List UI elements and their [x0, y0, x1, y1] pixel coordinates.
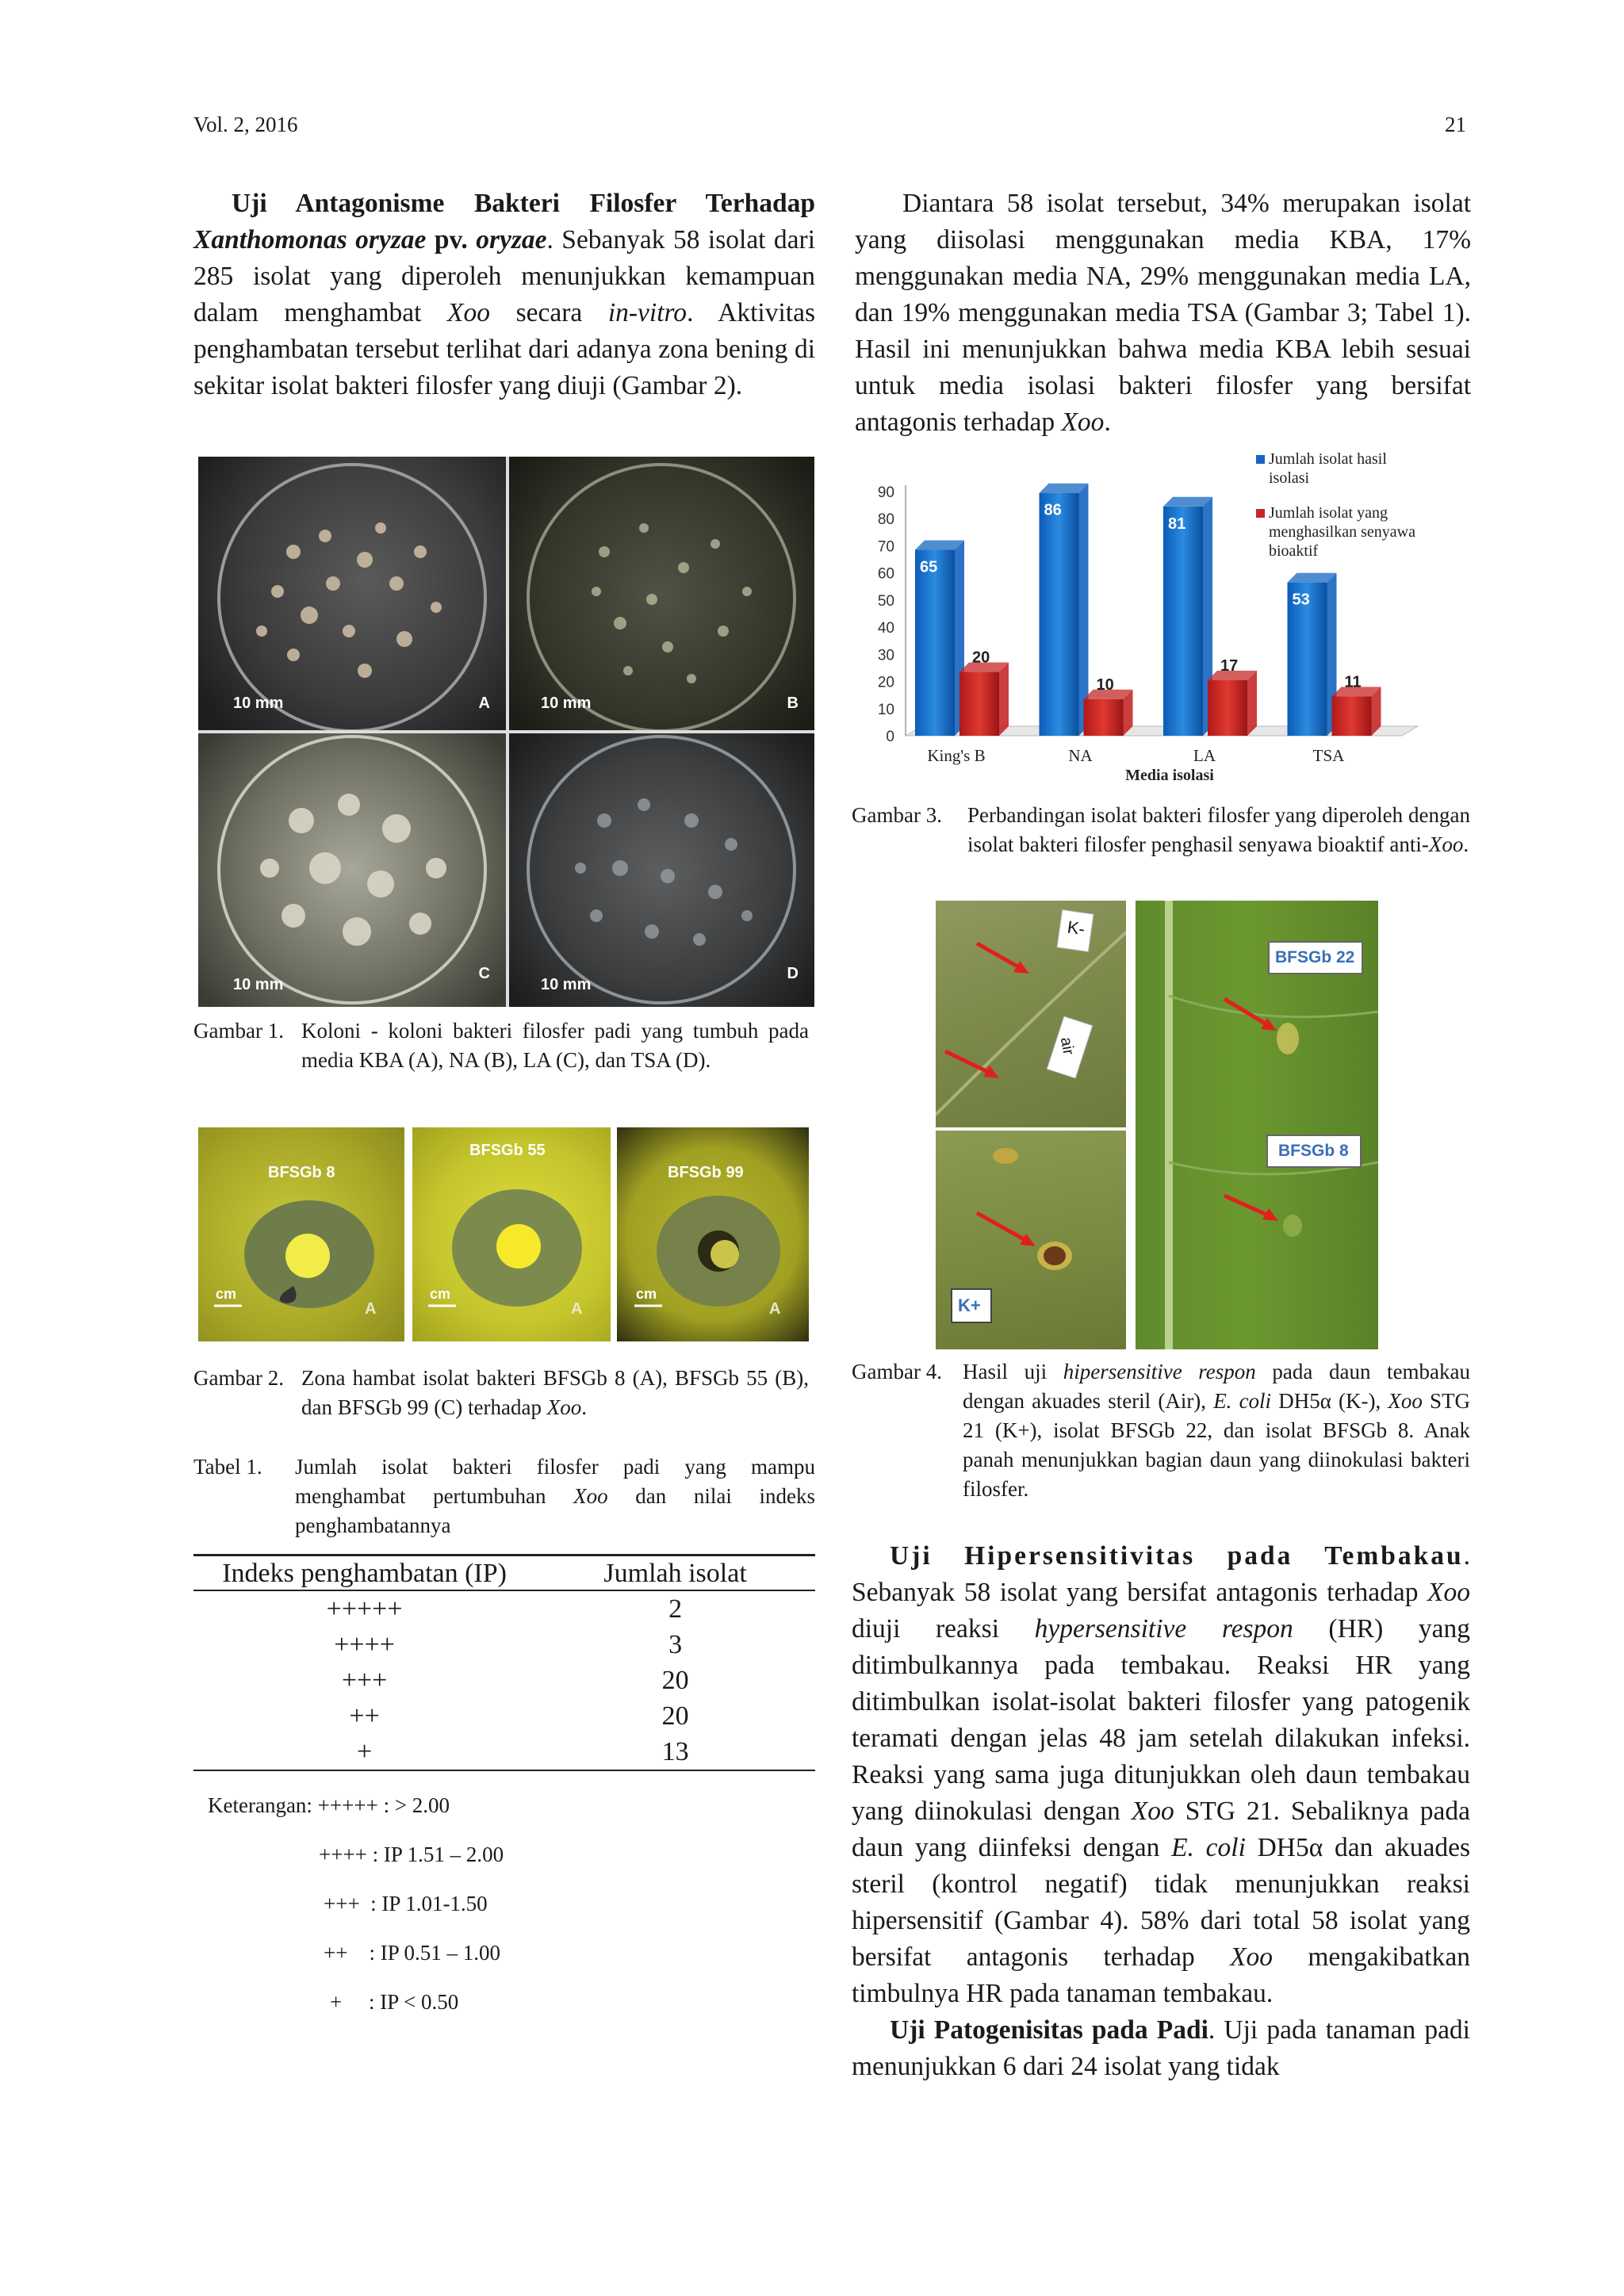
- inhibition-panel-bfsgb99: [617, 1127, 809, 1341]
- inhibition-panel-bfsgb55: [412, 1127, 611, 1341]
- petri-dish-b-drawing: [509, 457, 814, 730]
- legend-label: Jumlah isolat hasil isolasi: [1269, 450, 1387, 487]
- petri-panel-a: [198, 457, 506, 730]
- scale-label: cm: [430, 1286, 451, 1302]
- x-tick-label: LA: [1193, 746, 1216, 765]
- y-tick-label: 60: [877, 565, 894, 583]
- panel-letter-a: A: [478, 695, 490, 712]
- inhibition-index-table: [193, 1554, 815, 1771]
- figure-2-caption: Gambar 2. Zona hambat isolat bakteri BFSGb 8 (A), BFSGb 55 (B), dan BFSGb 99 (C) terhadap Xoo.: [193, 1366, 809, 1419]
- scale-label: 10 mm: [233, 695, 284, 712]
- petri-panel-b: [509, 457, 814, 730]
- table-note: Keterangan: +++++ : > 2.00: [208, 1793, 450, 1817]
- data-label: 17: [1220, 656, 1239, 675]
- isolate-label: BFSGb 99: [668, 1164, 744, 1181]
- column-header: Jumlah isolat: [535, 1556, 815, 1591]
- x-tick-label: King's B: [927, 746, 986, 765]
- label-bfsgb8: BFSGb 8: [1278, 1142, 1349, 1160]
- header-volume: Vol. 2, 2016: [193, 113, 298, 136]
- table-note: ++++ : IP 1.51 – 2.00: [319, 1843, 504, 1866]
- table-1: [193, 1554, 815, 1771]
- y-tick-label: 10: [877, 701, 894, 718]
- header-page-number: 21: [1445, 113, 1466, 136]
- y-tick-label: 70: [877, 538, 894, 556]
- bar: [1332, 696, 1372, 736]
- table-note: ++ : IP 0.51 – 1.00: [324, 1941, 500, 1965]
- figure-1-caption: Gambar 1. Koloni - koloni bakteri filosfer padi yang tumbuh pada media KBA (A), NA (B), LA (C), dan TSA (D).: [193, 1019, 809, 1072]
- leaf-drawing: [936, 901, 1126, 1127]
- hypersensitivity-paragraph: Uji Hipersensitivitas pada Tembakau. Sebanyak 58 isolat yang bersifat antagonis terhadap Xoo diuji reaksi hypersensitive respon (HR) yang ditimbulkannya pada tembakau. Reaksi HR yang ditimbulkan isolat-isolat bakteri filosfer yang patogenik teramati dengan jelas 48 jam setelah dilakukan infeksi. Reaksi yang sama juga ditunjukkan oleh daun tembakau yang diinokulasi dengan Xoo STG 21. Sebaliknya pada daun yang diinfeksi dengan E. coli DH5α dan akuades steril (kontrol negatif) tidak menunjukkan reaksi hipersensitif (Gambar 4). 58% dari total 58 isolat yang bersifat antagonis terhadap Xoo mengakibatkan timbulnya HR pada tanaman tembakau. Uji Patogenisitas pada Padi. Uji pada tanaman padi menunjukkan 6 dari 24 isolat yang tidak: [852, 1541, 1470, 2081]
- figure-1-petri-photos: [198, 457, 814, 1007]
- panel-letter: A: [571, 1300, 583, 1318]
- bar: [1163, 507, 1203, 736]
- table-row: +++++ 2: [326, 1594, 683, 1624]
- table-note: + : IP < 0.50: [330, 1990, 459, 2014]
- table-note: +++ : IP 1.01-1.50: [324, 1892, 488, 1915]
- bar: [1040, 493, 1079, 736]
- panel-letter-d: D: [787, 965, 799, 982]
- label-kplus: K+: [958, 1295, 981, 1315]
- legend-swatch: [1256, 509, 1265, 518]
- table-row: + 13: [193, 1734, 815, 1770]
- data-label: 53: [1292, 591, 1310, 609]
- leaf-drawing: [1136, 901, 1378, 1349]
- petri-panel-c: [198, 733, 506, 1007]
- bar-side: [1247, 671, 1257, 736]
- scale-label: cm: [636, 1286, 657, 1302]
- data-label: 11: [1344, 673, 1362, 691]
- section-heading: Uji Antagonisme Bakteri Filosfer Terhadap Xanthomonas oryzae pv. oryzae: [193, 189, 815, 254]
- table-row: +++ 20: [341, 1666, 689, 1695]
- legend-swatch: [1256, 455, 1265, 464]
- isolate-label: BFSGb 8: [268, 1164, 335, 1181]
- x-tick-label: TSA: [1312, 746, 1345, 765]
- leaf-panel-isolates: [1136, 901, 1378, 1349]
- leaf-panel-negative-controls: [936, 901, 1126, 1127]
- antagonism-paragraph: Uji Antagonisme Bakteri Filosfer Terhadap Xanthomonas oryzae pv. oryzae. Sebanyak 58 isolat dari 285 isolat yang diperoleh menunjukkan kemampuan dalam menghambat Xoo secara in-vitro. Aktivitas penghambatan tersebut terlihat dari adanya zona bening di sekitar isolat bakteri filosfer yang diuji (Gambar 2).: [193, 189, 816, 400]
- inhibition-panel-bfsgb8: [198, 1127, 404, 1341]
- panel-letter: A: [769, 1300, 781, 1318]
- figure-3-bar-chart: [855, 441, 1481, 793]
- y-tick-label: 20: [877, 674, 894, 691]
- data-label: 86: [1044, 501, 1062, 519]
- figure-4-leaf-photos: [936, 901, 1378, 1349]
- bar: [959, 672, 999, 736]
- label-air: air: [1056, 1035, 1078, 1057]
- x-tick-label: NA: [1068, 746, 1093, 765]
- y-tick-label: 30: [877, 647, 894, 664]
- y-tick-label: 50: [877, 592, 894, 610]
- panel-letter-b: B: [787, 695, 799, 712]
- bar: [915, 550, 955, 736]
- leaf-drawing: [936, 1131, 1126, 1349]
- section-heading: Uji Patogenisitas pada Padi: [890, 2015, 1208, 2045]
- column-header: Indeks penghambatan (IP): [193, 1556, 535, 1591]
- table-row: ++++ 3: [334, 1630, 683, 1659]
- label-kminus: K-: [1066, 916, 1086, 939]
- bar-side: [999, 663, 1009, 736]
- scale-label: 10 mm: [541, 695, 592, 712]
- y-tick-label: 90: [877, 484, 894, 501]
- y-tick-label: 80: [877, 511, 894, 529]
- scale-label: cm: [216, 1286, 237, 1302]
- bar: [1208, 680, 1247, 736]
- chart-legend: [1256, 450, 1415, 560]
- isolate-label: BFSGb 55: [469, 1142, 546, 1159]
- legend-label: Jumlah isolat yang menghasilkan senyawa bioaktif: [1269, 504, 1415, 560]
- data-label: 81: [1168, 515, 1186, 533]
- table-row: ++ 20: [349, 1701, 689, 1731]
- y-tick-label: 40: [877, 620, 894, 637]
- bar: [1084, 699, 1124, 736]
- y-tick-label: 0: [886, 729, 894, 745]
- panel-letter-c: C: [478, 965, 490, 982]
- leaf-panel-positive-control: [936, 1131, 1126, 1349]
- data-label: 65: [920, 558, 938, 576]
- media-paragraph: Diantara 58 isolat tersebut, 34% merupakan isolat yang diisolasi menggunakan media KBA, 17% menggunakan media NA, 29% menggunakan media LA, dan 19% menggunakan media TSA (Gambar 3; Tabel 1). Hasil ini menunjukkan bahwa media KBA lebih sesuai untuk media isolasi bakteri filosfer yang bersifat antagonis terhadap Xoo.: [855, 189, 1471, 437]
- table-1-caption: Tabel 1. Jumlah isolat bakteri filosfer padi yang mampu menghambat pertumbuhan Xoo dan nilai indeks penghambatannya: [193, 1455, 816, 1537]
- figure-4-caption: Gambar 4. Hasil uji hipersensitive respon pada daun tembakau dengan akuades steril (Air), E. coli DH5α (K-), Xoo STG 21 (K+), isolat BFSGb 22, dan isolat BFSGb 8. Anak panah menunjukkan bagian daun yang diinokulasi bakteri filosfer.: [852, 1360, 1471, 1501]
- panel-letter: A: [365, 1300, 377, 1318]
- petri-dish-a-drawing: [198, 457, 506, 730]
- data-label: 10: [1096, 675, 1114, 694]
- scale-label: 10 mm: [233, 976, 284, 993]
- scale-label: 10 mm: [541, 976, 592, 993]
- figure-2-inhibition-photos: [198, 1127, 809, 1343]
- petri-dish-d-drawing: [509, 733, 814, 1007]
- label-bfsgb22: BFSGb 22: [1275, 948, 1355, 966]
- figure-3-caption: Gambar 3. Perbandingan isolat bakteri filosfer yang diperoleh dengan isolat bakteri filosfer penghasil senyawa bioaktif anti-Xoo.: [852, 803, 1470, 856]
- x-axis-label: Media isolasi: [1125, 767, 1214, 784]
- section-heading: Uji Hipersensitivitas pada Tembakau: [890, 1541, 1464, 1571]
- data-label: 20: [972, 649, 990, 667]
- bar-chart-svg: [855, 441, 1481, 793]
- petri-panel-d: [509, 733, 814, 1007]
- petri-dish-c-drawing: [198, 733, 506, 1007]
